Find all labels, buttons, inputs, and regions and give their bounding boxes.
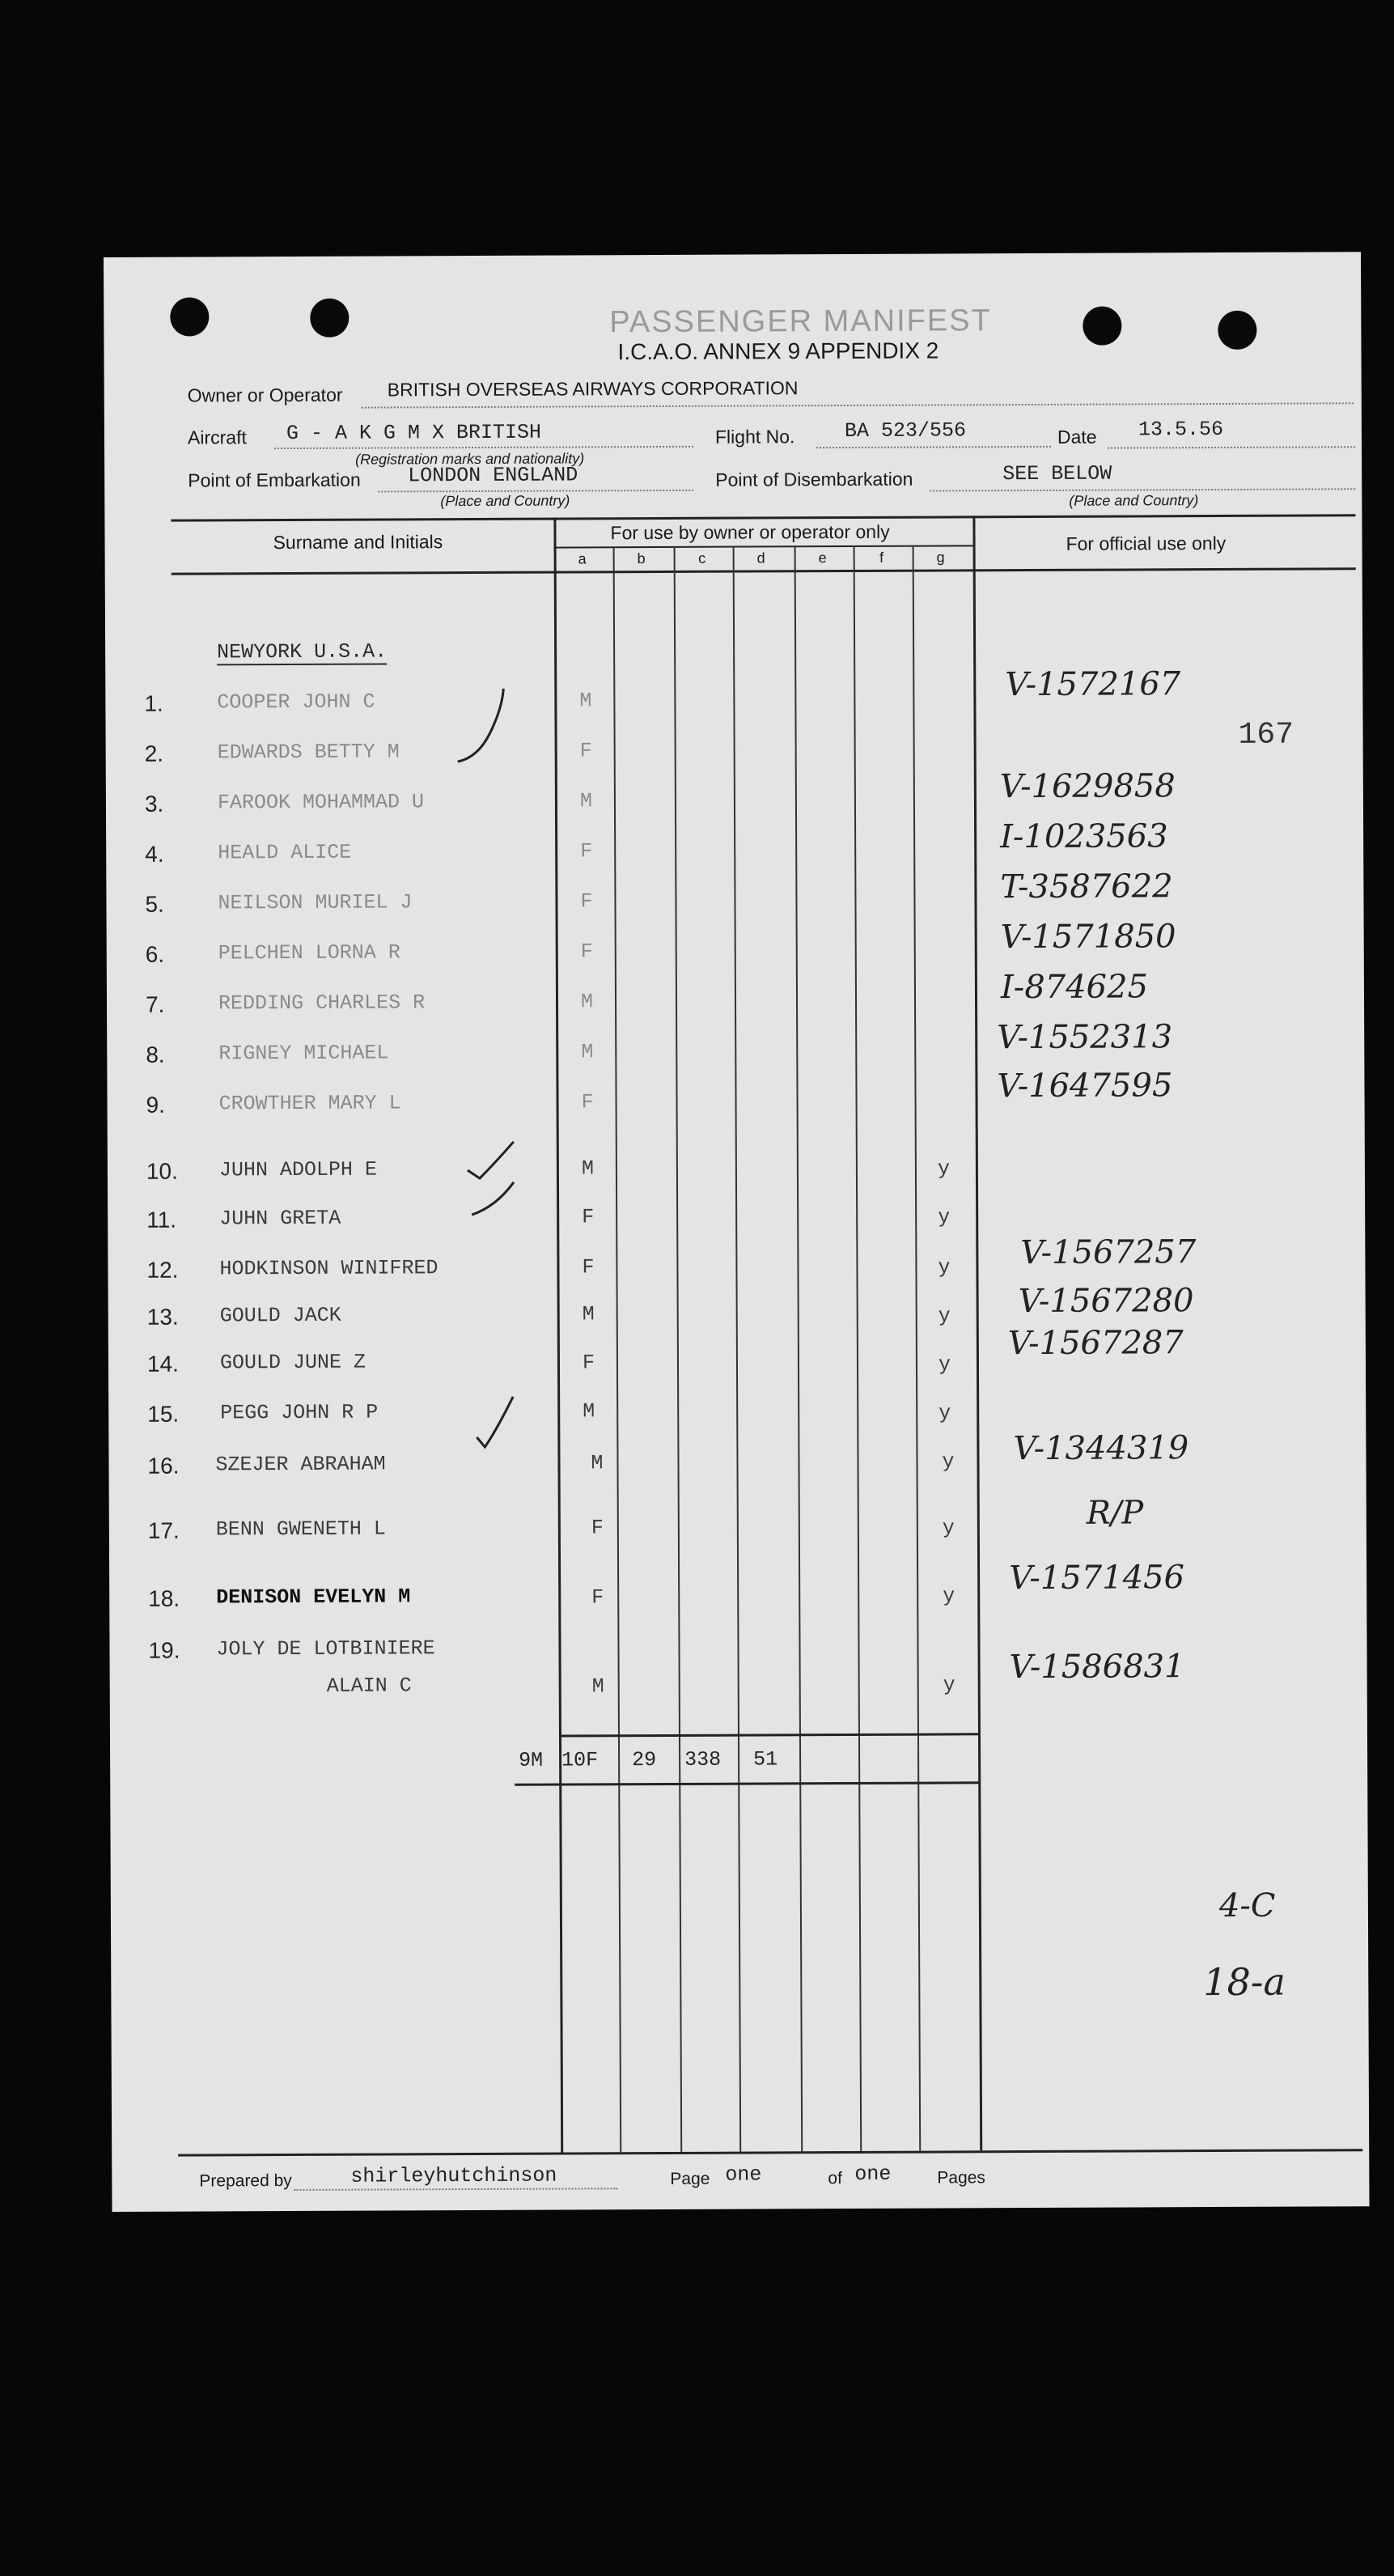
- passport-note: V-1629858: [999, 767, 1176, 806]
- surname-header: Surname and Initials: [273, 531, 443, 554]
- date-dotline: [1108, 446, 1355, 448]
- passenger-sex: F: [591, 1585, 604, 1610]
- col-e-header: e: [818, 550, 827, 567]
- aircraft-note: (Registration marks and nationality): [355, 450, 585, 468]
- passenger-sex: F: [579, 739, 592, 763]
- total-col-c: 338: [684, 1747, 722, 1772]
- passenger-name: EDWARDS BETTY M: [217, 740, 400, 765]
- passenger-col-g: y: [939, 1401, 951, 1425]
- passenger-sex: M: [591, 1451, 604, 1475]
- passenger-sex: F: [582, 1351, 595, 1375]
- of-value: one: [854, 2162, 892, 2186]
- prepared-value: shirleyhutchinson: [350, 2163, 557, 2188]
- passport-note: V-1567287: [1007, 1324, 1184, 1363]
- row-number: 15.: [147, 1401, 180, 1427]
- passenger-sex: F: [581, 1090, 594, 1114]
- date-value: 13.5.56: [1138, 417, 1224, 442]
- passenger-name: SZEJER ABRAHAM: [215, 1452, 386, 1477]
- col-g-header: g: [936, 549, 945, 566]
- table-top-rule: [171, 514, 1355, 521]
- col-f-header: f: [879, 549, 884, 566]
- col-c-header: c: [698, 550, 706, 567]
- passenger-sex: M: [581, 1156, 594, 1181]
- disembarkation-dotline: [930, 488, 1355, 491]
- passenger-col-g: y: [942, 1449, 955, 1474]
- side-note: 18-a: [1203, 1959, 1286, 2005]
- aircraft-label: Aircraft: [187, 427, 247, 448]
- passport-note: I-1023563: [1000, 817, 1168, 856]
- tick-mark-icon: [464, 1138, 528, 1219]
- row-number: 11.: [146, 1207, 177, 1233]
- passenger-sex: F: [580, 889, 593, 914]
- punch-hole: [1083, 307, 1121, 346]
- passenger-name: HODKINSON WINIFRED: [219, 1256, 439, 1281]
- tick-mark-icon: [472, 1389, 521, 1454]
- row-number: 14.: [146, 1351, 179, 1377]
- passenger-name: HEALD ALICE: [218, 840, 352, 865]
- passenger-sex: F: [580, 839, 593, 864]
- col-divider: [733, 546, 742, 2152]
- row-number: 13.: [146, 1304, 179, 1330]
- passenger-name: GOULD JACK: [219, 1303, 341, 1328]
- passenger-sex: M: [580, 990, 594, 1014]
- passenger-name: FAROOK MOHAMMAD U: [217, 790, 425, 815]
- col-a-header: a: [578, 550, 587, 567]
- footer-rule: [178, 2149, 1362, 2156]
- row-number: 3.: [144, 791, 164, 817]
- date-label: Date: [1057, 426, 1097, 448]
- page-value: one: [725, 2162, 762, 2187]
- passport-note: R/P: [1086, 1494, 1144, 1532]
- passenger-sex: M: [591, 1674, 604, 1699]
- col-divider: [854, 545, 862, 2151]
- passenger-name: RIGNEY MICHAEL: [218, 1041, 389, 1066]
- passenger-name: PELCHEN LORNA R: [218, 940, 400, 965]
- col-divider: [794, 545, 803, 2151]
- passenger-sex: F: [591, 1516, 604, 1540]
- passenger-sex: F: [580, 940, 593, 964]
- passenger-name: PEGG JOHN R P: [220, 1400, 379, 1425]
- pages-label: Pages: [937, 2168, 985, 2188]
- disembarkation-value: SEE BELOW: [1002, 461, 1112, 486]
- passenger-col-g: y: [938, 1304, 951, 1328]
- total-col-b: 29: [632, 1748, 657, 1772]
- subcol-rule: [554, 545, 973, 548]
- passenger-name-line2: ALAIN C: [326, 1674, 412, 1698]
- manifest-title: PASSENGER MANIFEST: [609, 303, 992, 340]
- passport-note: I-874625: [1000, 968, 1149, 1007]
- passenger-name: GOULD JUNE Z: [219, 1350, 367, 1375]
- destination-heading: NEWYORK U.S.A.: [217, 639, 388, 664]
- official-use-header: For official use only: [1066, 532, 1227, 554]
- passenger-col-g: y: [938, 1255, 951, 1280]
- punch-hole: [1218, 311, 1256, 350]
- table-head-rule: [172, 567, 1356, 575]
- side-note: 4-C: [1218, 1886, 1276, 1925]
- row-number: 19.: [148, 1637, 180, 1663]
- row-number: 16.: [147, 1453, 180, 1479]
- passenger-sex: M: [581, 1040, 594, 1064]
- embarkation-note: (Place and Country): [440, 492, 570, 510]
- totals-bottom-rule: [515, 1781, 980, 1786]
- col-divider: [972, 516, 982, 2150]
- disembarkation-note: (Place and Country): [1069, 492, 1199, 509]
- embarkation-value: LONDON ENGLAND: [408, 463, 578, 488]
- passenger-col-g: y: [937, 1156, 951, 1181]
- passport-note: V-1344319: [1013, 1429, 1189, 1468]
- owner-label: Owner or Operator: [187, 384, 343, 406]
- passport-note: T-3587622: [1000, 868, 1173, 906]
- punch-hole: [310, 299, 349, 337]
- row-number: 2.: [144, 741, 164, 766]
- passport-note: V-1552313: [997, 1018, 1173, 1057]
- row-number: 7.: [145, 991, 165, 1017]
- passport-note: V-1572167: [1005, 665, 1181, 704]
- page-stamp: 167: [1238, 717, 1294, 753]
- punch-hole: [170, 297, 209, 336]
- passenger-sex: M: [582, 1302, 595, 1326]
- col-divider: [913, 545, 922, 2151]
- tick-mark-icon: [453, 685, 518, 766]
- passenger-sex: F: [582, 1205, 595, 1229]
- disembarkation-label: Point of Disembarkation: [715, 468, 913, 490]
- total-male: 9M: [519, 1748, 544, 1772]
- total-col-d: 51: [753, 1747, 778, 1772]
- prepared-label: Prepared by: [199, 2171, 292, 2191]
- owner-use-header: For use by owner or operator only: [610, 520, 890, 544]
- passport-note: V-1567257: [1020, 1233, 1197, 1272]
- row-number: 5.: [145, 891, 164, 917]
- passport-note: V-1647595: [997, 1067, 1173, 1106]
- prepared-dotline: [294, 2188, 617, 2191]
- passenger-name: JOLY DE LOTBINIERE: [216, 1636, 435, 1661]
- row-number: 6.: [145, 941, 165, 967]
- row-number: 12.: [146, 1257, 179, 1283]
- passenger-name: NEILSON MURIEL J: [218, 890, 413, 915]
- col-divider: [553, 518, 563, 2153]
- passport-note: V-1571456: [1009, 1559, 1185, 1598]
- passenger-col-g: y: [943, 1673, 955, 1697]
- embarkation-label: Point of Embarkation: [188, 469, 361, 491]
- owner-value: BRITISH OVERSEAS AIRWAYS CORPORATION: [387, 377, 799, 401]
- passenger-name: JUHN GRETA: [219, 1206, 341, 1231]
- flight-value: BA 523/556: [844, 418, 967, 443]
- flight-dotline: [816, 446, 1051, 448]
- passenger-sex: F: [582, 1255, 595, 1280]
- passenger-sex: M: [579, 789, 593, 813]
- passport-note: V-1586831: [1009, 1648, 1185, 1687]
- passenger-name: JUHN ADOLPH E: [218, 1157, 378, 1182]
- row-number: 4.: [145, 841, 164, 867]
- passenger-name: CROWTHER MARY L: [218, 1091, 401, 1116]
- of-label: of: [828, 2169, 842, 2188]
- manifest-subtitle: I.C.A.O. ANNEX 9 APPENDIX 2: [617, 337, 939, 365]
- totals-top-rule: [559, 1733, 978, 1737]
- passenger-name: COOPER JOHN C: [217, 690, 375, 715]
- col-divider: [613, 546, 622, 2152]
- passenger-col-g: y: [938, 1352, 951, 1377]
- passenger-col-g: y: [943, 1584, 955, 1608]
- col-divider: [674, 546, 683, 2152]
- passenger-name: BENN GWENETH L: [215, 1517, 386, 1542]
- passenger-name: REDDING CHARLES R: [218, 991, 426, 1016]
- total-female: 10F: [561, 1748, 599, 1772]
- page-label: Page: [670, 2169, 710, 2188]
- col-b-header: b: [637, 550, 646, 567]
- row-number: 9.: [146, 1092, 165, 1118]
- manifest-sheet: [104, 252, 1370, 2212]
- flight-label: Flight No.: [714, 426, 795, 448]
- passenger-sex: M: [583, 1399, 595, 1424]
- owner-dotline: [362, 402, 1354, 408]
- passenger-sex: M: [579, 689, 592, 713]
- col-d-header: d: [756, 550, 765, 567]
- row-number: 18.: [148, 1585, 180, 1611]
- passenger-col-g: y: [938, 1205, 951, 1229]
- passport-note: V-1567280: [1018, 1282, 1194, 1321]
- row-number: 1.: [144, 690, 163, 716]
- aircraft-dotline: [274, 446, 693, 449]
- row-number: 8.: [146, 1042, 165, 1067]
- row-number: 10.: [146, 1158, 178, 1184]
- passport-note: V-1571850: [1000, 918, 1176, 957]
- aircraft-value: G - A K G M X BRITISH: [286, 420, 542, 446]
- passenger-name: DENISON EVELYN M: [216, 1585, 411, 1610]
- row-number: 17.: [147, 1517, 180, 1543]
- passenger-col-g: y: [942, 1516, 955, 1540]
